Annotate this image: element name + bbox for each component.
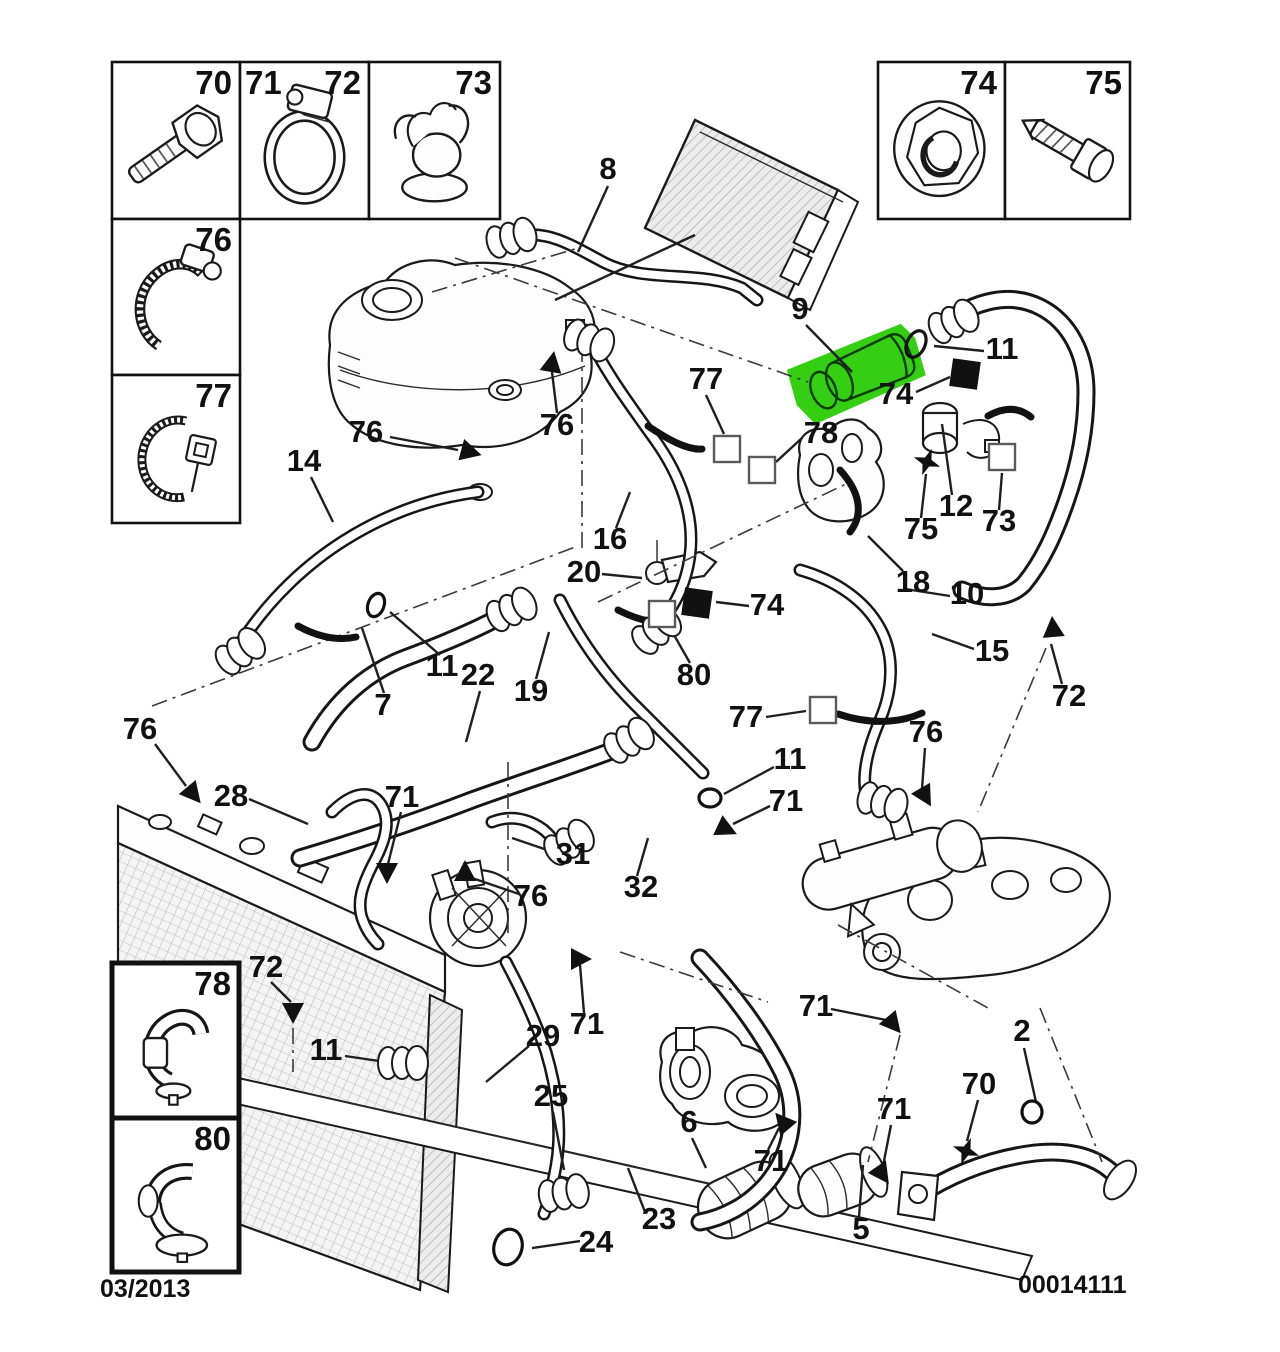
legend-number: 70 [195, 64, 232, 101]
part-callout-6[interactable]: 6 [680, 1104, 698, 1140]
construction-line [1040, 1008, 1102, 1162]
square-filled-marker [681, 587, 713, 619]
square-marker [810, 697, 836, 723]
leader-line [536, 632, 549, 679]
part-callout-76[interactable]: 76 [539, 407, 575, 443]
legend-number: 74 [960, 64, 997, 101]
part-callout-11[interactable]: 11 [309, 1032, 343, 1068]
part-callout-76[interactable]: 76 [908, 714, 944, 750]
triangle-marker [879, 1010, 909, 1040]
triangle-marker [713, 815, 741, 844]
part-callout-10[interactable]: 10 [949, 576, 985, 612]
part-callout-70[interactable]: 70 [961, 1066, 997, 1102]
hose-end-fitting [854, 779, 911, 825]
leader-line [766, 711, 806, 717]
legend-box-80[interactable] [112, 1118, 239, 1272]
part-callout-71[interactable]: 71 [876, 1091, 912, 1127]
part-callout-74[interactable]: 74 [749, 587, 785, 623]
legend-box-70[interactable] [112, 62, 240, 219]
square-filled-marker [949, 358, 981, 390]
square-marker [989, 444, 1015, 470]
part-callout-7[interactable]: 7 [374, 687, 392, 723]
legend-box-73[interactable] [369, 62, 500, 219]
square-marker [714, 436, 740, 462]
leader-line [155, 744, 186, 786]
part-callout-80[interactable]: 80 [676, 657, 712, 693]
part-callout-8[interactable]: 8 [599, 151, 617, 187]
part-callout-11[interactable]: 11 [425, 648, 459, 684]
outlet-union-12 [923, 403, 999, 458]
part-callout-19[interactable]: 19 [513, 673, 549, 709]
part-callout-24[interactable]: 24 [578, 1224, 614, 1260]
part-callout-18[interactable]: 18 [895, 564, 931, 600]
hose-end-fitting [210, 623, 270, 680]
triangle-marker [1041, 615, 1065, 638]
part-callout-75[interactable]: 75 [903, 511, 939, 547]
triangle-marker [911, 783, 941, 812]
part-callout-20[interactable]: 20 [566, 554, 602, 590]
part-callout-71[interactable]: 71 [768, 783, 804, 819]
part-callout-74[interactable]: 74 [878, 376, 914, 412]
oil-cooler [430, 861, 526, 966]
part-callout-31[interactable]: 31 [555, 836, 591, 872]
leader-line [916, 377, 950, 392]
legend-number: 77 [195, 377, 232, 414]
triangle-marker [376, 863, 398, 884]
square-marker [649, 601, 675, 627]
oring-marker [364, 591, 387, 619]
hose-end-fitting [536, 1172, 591, 1214]
hose-16 [585, 330, 691, 636]
part-callout-25[interactable]: 25 [533, 1078, 569, 1114]
leader-line [466, 691, 480, 742]
leader-line [967, 1100, 978, 1141]
legend-number: 73 [455, 64, 492, 101]
part-callout-72[interactable]: 72 [1051, 678, 1087, 714]
legend-number: 75 [1085, 64, 1122, 101]
hose-2 [898, 1152, 1142, 1220]
square-marker [749, 457, 775, 483]
part-callout-71[interactable]: 71 [569, 1006, 605, 1042]
part-callout-71[interactable]: 71 [798, 988, 834, 1024]
part-callout-14[interactable]: 14 [286, 443, 322, 479]
legend-box-72[interactable] [240, 62, 369, 219]
part-callout-15[interactable]: 15 [974, 633, 1010, 669]
leader-line [922, 748, 925, 789]
leader-line [602, 574, 642, 578]
part-callout-78[interactable]: 78 [803, 415, 839, 451]
triangle-marker [179, 780, 209, 810]
hose-end-fitting [483, 215, 540, 261]
leader-line [532, 1241, 580, 1248]
flange-nut-icon [894, 101, 984, 196]
legend-number-left: 71 [245, 64, 282, 101]
leader-line [1024, 1048, 1036, 1102]
part-callout-28[interactable]: 28 [213, 778, 249, 814]
leader-line [932, 634, 974, 649]
leader-line [706, 395, 724, 434]
oring-marker [1022, 1101, 1042, 1123]
part-callout-71[interactable]: 71 [753, 1143, 789, 1179]
leader-line [249, 799, 308, 824]
legend-number: 76 [195, 221, 232, 258]
legend-number: 78 [194, 965, 231, 1002]
revision-date: 03/2013 [100, 1275, 191, 1303]
hose-end-fitting [378, 1046, 428, 1080]
part-callout-32[interactable]: 32 [623, 869, 659, 905]
part-callout-2[interactable]: 2 [1013, 1013, 1031, 1049]
oring-marker [699, 789, 721, 807]
part-callout-11[interactable]: 11 [985, 331, 1019, 367]
expansion-tank [329, 260, 595, 500]
legend-box-75[interactable] [1005, 62, 1130, 219]
part-callout-77[interactable]: 77 [688, 361, 724, 397]
part-callout-11[interactable]: 11 [773, 741, 807, 777]
part-callout-76[interactable]: 76 [122, 711, 158, 747]
part-callout-5[interactable]: 5 [852, 1211, 870, 1247]
part-callout-22[interactable]: 22 [460, 657, 496, 693]
legend-box-78[interactable] [112, 963, 239, 1118]
leader-line [883, 1125, 891, 1166]
arrow-swoosh [988, 409, 1031, 417]
part-callout-12[interactable]: 12 [938, 488, 974, 524]
hose-15 [800, 570, 891, 794]
leader-line [486, 1046, 529, 1082]
oring-marker [490, 1226, 526, 1268]
leader-line [831, 1009, 886, 1020]
legend-box-77[interactable] [112, 375, 240, 523]
leader-line [733, 806, 770, 824]
legend-box-76[interactable] [112, 219, 240, 375]
leader-line [578, 186, 608, 252]
part-callout-77[interactable]: 77 [728, 699, 764, 735]
triangle-marker [571, 948, 592, 970]
part-callout-16[interactable]: 16 [592, 521, 628, 557]
part-callout-76[interactable]: 76 [348, 414, 384, 450]
leader-line [934, 346, 984, 351]
part-callout-23[interactable]: 23 [641, 1201, 677, 1237]
diagram-reference-number: 00014111 [1018, 1271, 1127, 1299]
leader-line [311, 477, 333, 522]
leader-line [724, 767, 774, 794]
part-callout-29[interactable]: 29 [525, 1018, 561, 1054]
legend-number: 72 [324, 64, 361, 101]
part-callout-71[interactable]: 71 [384, 779, 420, 815]
part-callout-9[interactable]: 9 [791, 291, 809, 327]
part-callout-73[interactable]: 73 [981, 503, 1017, 539]
construction-line [978, 648, 1046, 812]
legend-box-74[interactable] [878, 62, 1005, 219]
leader-line [692, 1138, 706, 1168]
part-callout-76[interactable]: 76 [513, 878, 549, 914]
leader-line [716, 602, 749, 606]
part-callout-72[interactable]: 72 [248, 949, 284, 985]
legend-number: 80 [194, 1120, 231, 1157]
